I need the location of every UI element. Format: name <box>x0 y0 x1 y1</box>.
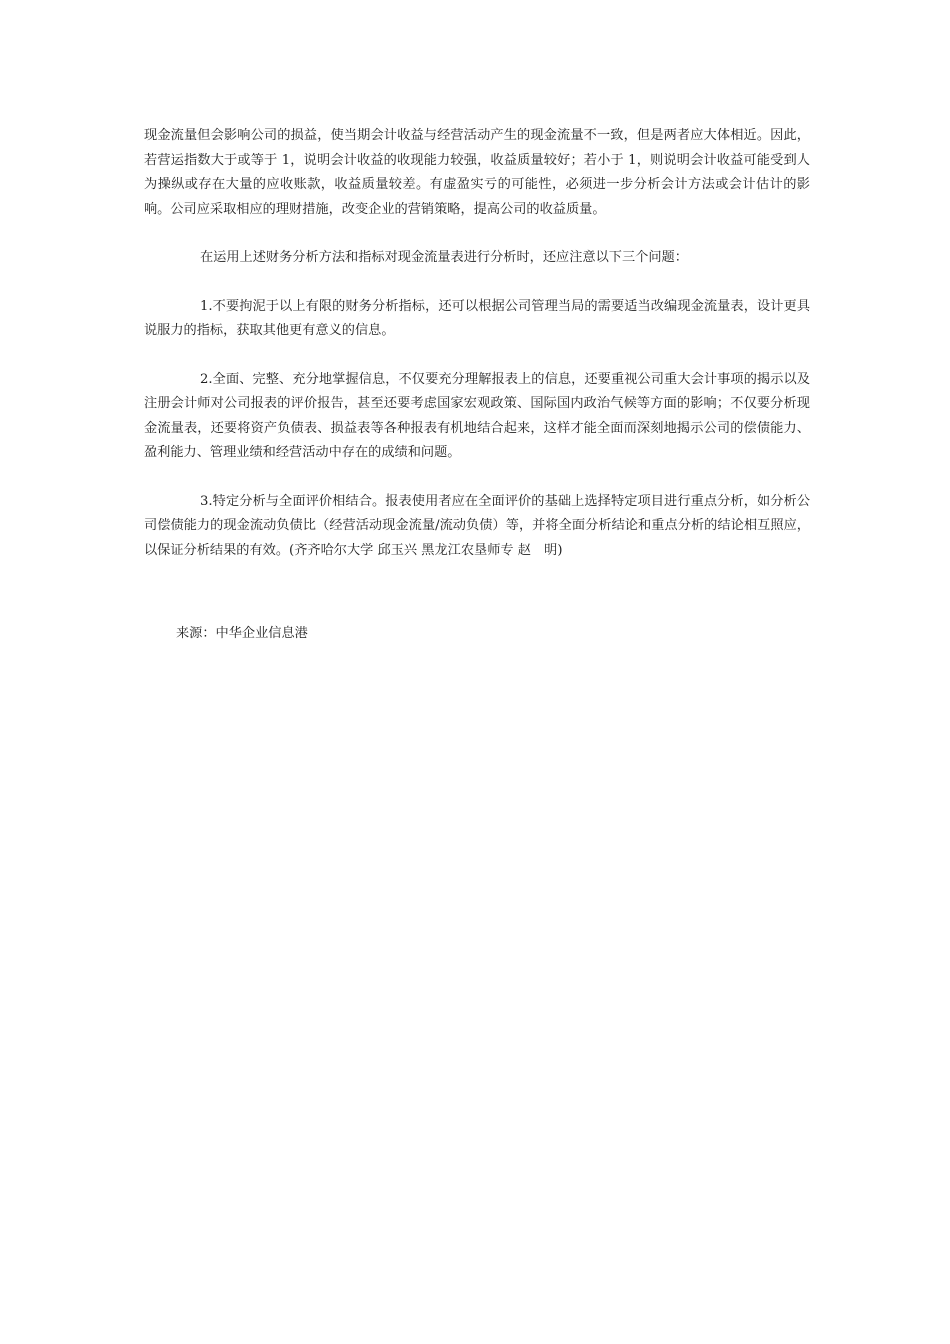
paragraph-lead: 在运用上述财务分析方法和指标对现金流量表进行分析时，还应注意以下三个问题： <box>200 250 688 265</box>
source-line: 来源：中华企业信息港 <box>176 626 308 641</box>
paragraph-point-1: 1.不要拘泥于以上有限的财务分析指标，还可以根据公司管理当局的需要适当改编现金流量表，设计更具说服力的指标，获取其他更有意义的信息。 <box>144 298 810 338</box>
paragraph-point-3: 3.特定分析与全面评价相结合。报表使用者应在全面评价的基础上选择特定项目进行重点分析，如分析公司偿债能力的现金流动负债比（经营活动现金流量/流动负债）等，并将全面分析结论和重点分析的结论相互照应，以保证分析结果的有效。(齐齐哈尔大学 邱玉兴 黑龙江农垦师专 赵 明) <box>144 493 810 558</box>
document-body <box>144 124 810 563</box>
paragraph-intro: 现金流量但会影响公司的损益，使当期会计收益与经营活动产生的现金流量不一致，但是两者应大体相近。因此，若营运指数大于或等于 1，说明会计收益的收现能力较强，收益质量较好；若小于 1，则说明会计收益可能受到人为操纵或存在大量的应收账款，收益质量较差。有虚盈实亏的可能性，必须进一步分析会计方法或会计估计的影响。公司应采取相应的理财措施，改变企业的营销策略，提高公司的收益质量。 <box>144 128 810 217</box>
paragraph-point-2: 2.全面、完整、充分地掌握信息，不仅要充分理解报表上的信息，还要重视公司重大会计事项的揭示以及注册会计师对公司报表的评价报告，甚至还要考虑国家宏观政策、国际国内政治气候等方面的影响；不仅要分析现金流量表，还要将资产负债表、损益表等各种报表有机地结合起来，这样才能全面而深刻地揭示公司的偿债能力、盈利能力、管理业绩和经营活动中存在的成绩和问题。 <box>144 371 810 460</box>
